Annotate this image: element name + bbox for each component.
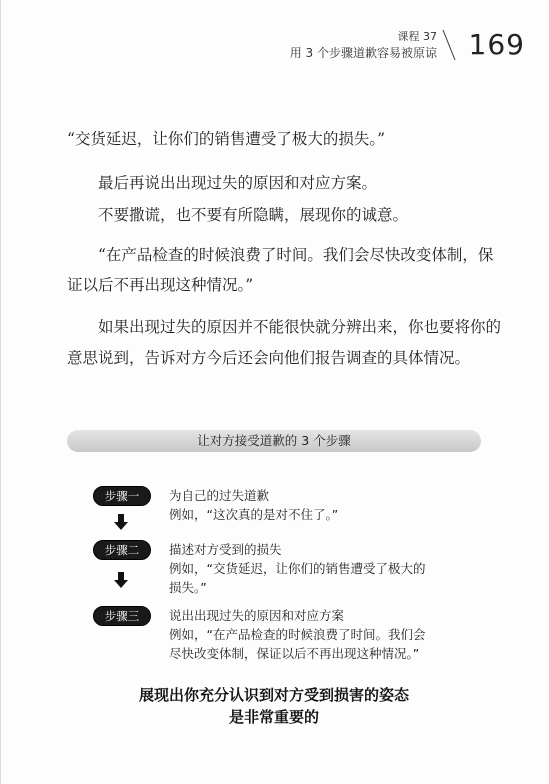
step-1-badge: 步骤一 [93, 486, 151, 506]
arrow-down-icon [113, 514, 129, 530]
step-1-title: 为自己的过失道歉 [169, 488, 270, 503]
lesson-subtitle: 用 3 个步骤道歉容易被原谅 [289, 46, 437, 60]
lesson-label: 课程 37 [397, 30, 437, 43]
paragraph-2: 最后再说出出现过失的原因和对应方案。 [98, 174, 378, 192]
page-header [231, 26, 531, 66]
step-3-example: 例如，“在产品检查的时候浪费了时间。我们会尽快改变体制，保证以后不再出现这种情况。” [169, 627, 426, 661]
paragraph-3: 不要撒谎，也不要有所隐瞒，展现你的诚意。 [98, 206, 409, 224]
page-number: 169 [468, 28, 525, 61]
step-2-example: 例如，“交货延迟，让你们的销售遭受了极大的损失。” [169, 561, 426, 595]
steps-banner: 让对方接受道歉的 3 个步骤 [67, 430, 481, 452]
step-3-title: 说出出现过失的原因和对应方案 [169, 608, 345, 623]
step-1-example: 例如，“这次真的是对不住了。” [169, 507, 339, 522]
step-3-badge: 步骤三 [93, 606, 151, 626]
conclusion-line-2: 是非常重要的 [228, 708, 319, 726]
conclusion [67, 684, 481, 728]
arrow-down-icon [113, 572, 129, 588]
header-divider-icon [441, 28, 457, 62]
step-2-badge: 步骤二 [93, 540, 151, 560]
step-2-title: 描述对方受到的损失 [169, 542, 282, 557]
paragraph-quote-4: “在产品检查的时候浪费了时间。我们会尽快改变体制，保证以后不再出现这种情况。” [67, 246, 494, 294]
paragraph-5: 如果出现过失的原因并不能很快就分辨出来，你也要将你的意思说到，告诉对方今后还会向他们报告调查的具体情况。 [67, 318, 502, 367]
step-3-text [169, 606, 429, 663]
step-1-text [169, 486, 429, 524]
conclusion-line-1: 展现出你充分认识到对方受到损害的姿态 [138, 686, 409, 704]
step-2-text [169, 540, 429, 597]
paragraph-quote-1: “交货延迟，让你们的销售遭受了极大的损失。” [67, 130, 386, 148]
